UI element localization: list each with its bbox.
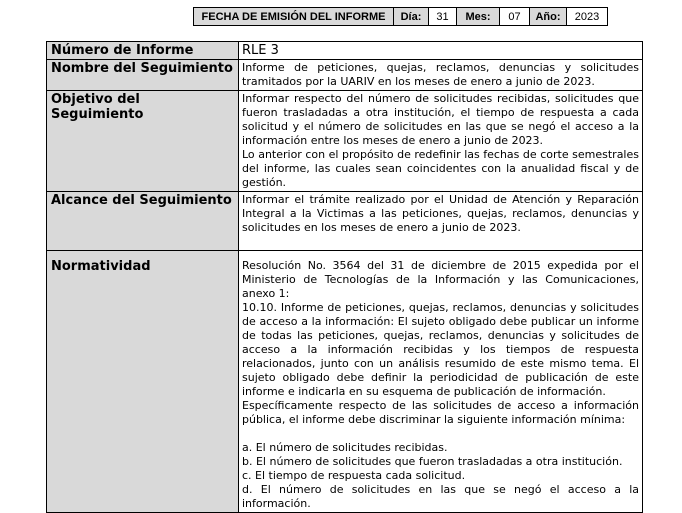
list-item: b. El número de solicitudes que fueron trasladadas a otra institución. — [242, 455, 623, 468]
day-value: 31 — [429, 8, 457, 26]
alcance-value: Informar el trámite realizado por el Unidad de Atención y Reparación Integral a la Victimas a las peticiones, quejas, reclamos, denuncias y solicitudes en los meses de enero a junio de 2023. — [239, 192, 643, 251]
objetivo-paragraph-1: Informar respecto del número de solicitudes recibidas, solicitudes que fueron trasladadas a otra institución, el tiempo de respuesta a cada solicitud y el número de solicitudes en las que se negó el acceso a la información entre los meses de enero a junio de 2023. — [242, 92, 639, 147]
year-value: 2023 — [567, 8, 608, 26]
row-nombre — [47, 60, 643, 91]
normatividad-value — [239, 251, 643, 513]
alcance-label: Alcance del Seguimiento — [47, 192, 239, 251]
month-label: Mes: — [457, 8, 500, 26]
objetivo-label: Objetivo del Seguimiento — [47, 91, 239, 192]
emission-date-table — [193, 7, 608, 26]
normatividad-label: Normatividad — [47, 251, 239, 513]
row-numero — [47, 42, 643, 60]
list-item: d. El número de solicitudes en las que se negó el acceso a la información. — [242, 483, 639, 510]
nombre-value: Informe de peticiones, quejas, reclamos, denuncias y solicitudes tramitados por la UARIV en los meses de enero a junio de 2023. — [239, 60, 643, 91]
list-item: c. El tiempo de respuesta cada solicitud. — [242, 469, 466, 482]
normatividad-paragraph-1: Resolución No. 3564 del 31 de diciembre de 2015 expedida por el Ministerio de Tecnologías de la Información y las Comunicaciones, anexo 1: — [242, 259, 639, 300]
spacer — [242, 427, 639, 441]
objetivo-paragraph-2: Lo anterior con el propósito de redefinir las fechas de corte semestrales del informe, las cuales sean coincidentes con la anualidad fiscal y de gestión. — [242, 148, 639, 189]
normatividad-paragraph-2: 10.10. Informe de peticiones, quejas, reclamos, denuncias y solicitudes de acceso a la información: El sujeto obligado debe publicar un informe de todas las peticiones, quejas, reclamos, denuncias y solicitudes de acceso a la información recibidas y los tiempos de respuesta relacionados, junto con un análisis resumido de este mismo tema. El sujeto obligado debe definir la periodicidad de publicación de este informe e indicarla en su esquema de publicación de información. — [242, 301, 639, 398]
report-table — [46, 41, 643, 513]
numero-value: RLE 3 — [239, 42, 643, 60]
row-alcance — [47, 192, 643, 251]
nombre-label: Nombre del Seguimiento — [47, 60, 239, 91]
list-item: a. El número de solicitudes recibidas. — [242, 441, 448, 454]
day-label: Día: — [394, 8, 429, 26]
row-objetivo — [47, 91, 643, 192]
year-label: Año: — [530, 8, 567, 26]
row-normatividad — [47, 251, 643, 513]
normatividad-paragraph-3: Específicamente respecto de las solicitudes de acceso a información pública, el informe debe discriminar la siguiente información mínima: — [242, 399, 639, 426]
numero-label: Número de Informe — [47, 42, 239, 60]
month-value: 07 — [500, 8, 530, 26]
objetivo-value — [239, 91, 643, 192]
emission-date-label: FECHA DE EMISIÓN DEL INFORME — [194, 8, 394, 26]
